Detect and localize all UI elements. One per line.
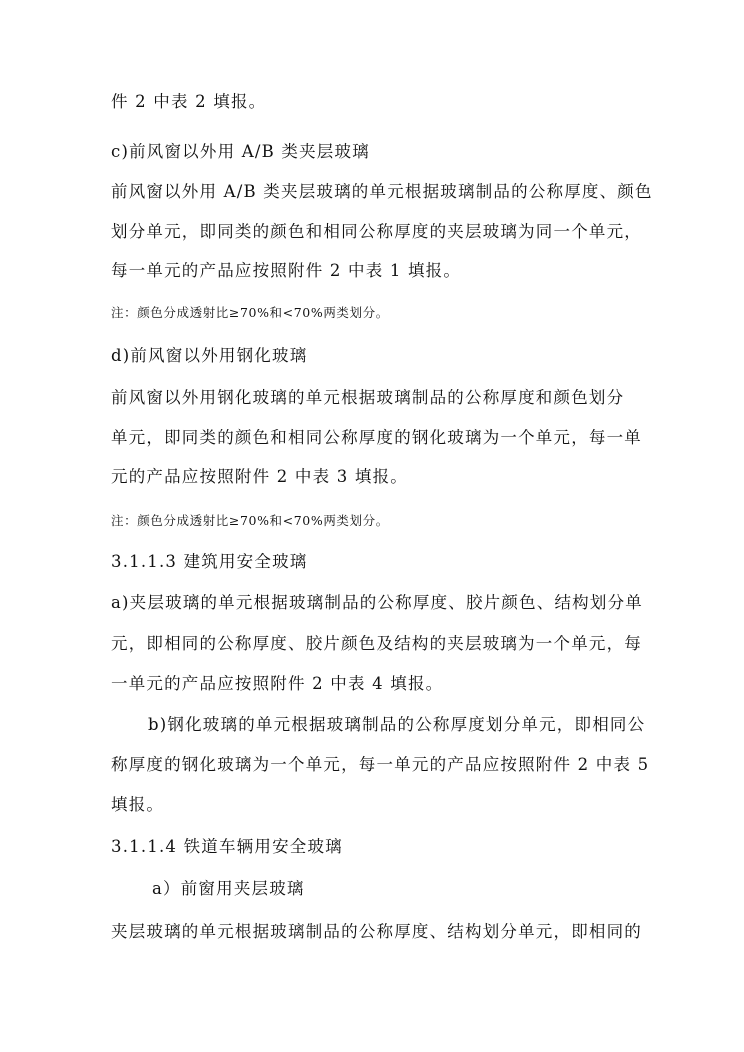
section-3-1-1-4: 3.1.1.4 铁道车辆用安全玻璃 bbox=[111, 837, 343, 856]
text-line-3: 前风窗以外用 A/B 类夹层玻璃的单元根据玻璃制品的公称厚度、颜色 bbox=[111, 182, 653, 201]
text-line-21: 夹层玻璃的单元根据玻璃制品的公称厚度、结构划分单元，即相同的 bbox=[111, 922, 642, 941]
text-line-18: 填报。 bbox=[111, 795, 165, 814]
text-line-1: 件 2 中表 2 填报。 bbox=[111, 92, 267, 111]
text-line-17: 称厚度的钢化玻璃为一个单元，每一单元的产品应按照附件 2 中表 5 bbox=[111, 755, 650, 774]
note-line-1: 注：颜色分成透射比≥70%和<70%两类划分。 bbox=[111, 305, 389, 320]
text-line-10: 元的产品应按照附件 2 中表 3 填报。 bbox=[111, 467, 408, 486]
text-line-15: 一单元的产品应按照附件 2 中表 4 填报。 bbox=[111, 674, 444, 693]
text-line-13: a)夹层玻璃的单元根据玻璃制品的公称厚度、胶片颜色、结构划分单 bbox=[111, 593, 643, 612]
text-line-5: 每一单元的产品应按照附件 2 中表 1 填报。 bbox=[111, 261, 462, 280]
text-line-4: 划分单元，即同类的颜色和相同公称厚度的夹层玻璃为同一个单元， bbox=[111, 222, 642, 241]
heading-c: c)前风窗以外用 A/B 类夹层玻璃 bbox=[111, 142, 370, 161]
text-line-14: 元，即相同的公称厚度、胶片颜色及结构的夹层玻璃为一个单元，每 bbox=[111, 634, 642, 653]
note-line-2: 注：颜色分成透射比≥70%和<70%两类划分。 bbox=[111, 513, 389, 528]
text-line-9: 单元，即同类的颜色和相同公称厚度的钢化玻璃为一个单元，每一单 bbox=[111, 428, 642, 447]
text-line-8: 前风窗以外用钢化玻璃的单元根据玻璃制品的公称厚度和颜色划分 bbox=[111, 388, 625, 407]
heading-d: d)前风窗以外用钢化玻璃 bbox=[111, 346, 308, 365]
section-3-1-1-3: 3.1.1.3 建筑用安全玻璃 bbox=[111, 552, 308, 571]
text-line-16: b)钢化玻璃的单元根据玻璃制品的公称厚度划分单元，即相同公 bbox=[148, 715, 646, 734]
heading-a-front-window: a）前窗用夹层玻璃 bbox=[152, 879, 305, 898]
